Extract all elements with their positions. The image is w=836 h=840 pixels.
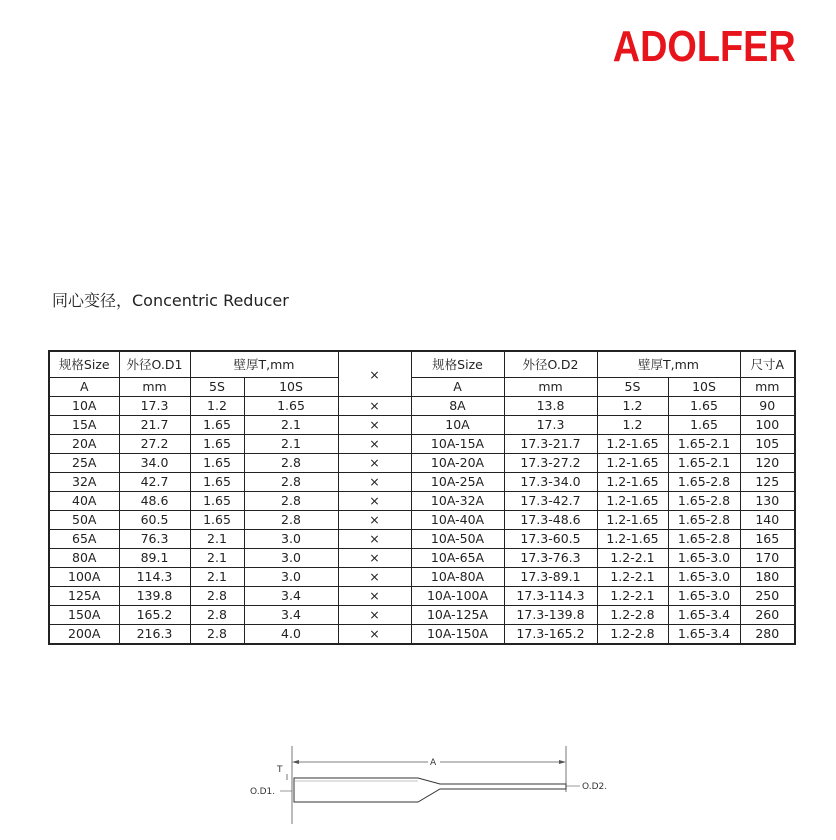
cell-t10s2: 1.65-2.8: [668, 492, 740, 511]
cell-size1: 20A: [49, 435, 119, 454]
cell-od1: 21.7: [119, 416, 190, 435]
cell-a: 100: [740, 416, 795, 435]
cell-od1: 48.6: [119, 492, 190, 511]
cell-od1: 17.3: [119, 397, 190, 416]
table-unit-row: [49, 378, 795, 397]
cell-size2: 10A-80A: [411, 568, 504, 587]
cell-t10s1: 3.4: [244, 587, 338, 606]
cell-size2: 10A: [411, 416, 504, 435]
cell-a: 260: [740, 606, 795, 625]
cell-t10s1: 3.0: [244, 568, 338, 587]
cell-t5s2: 1.2-1.65: [597, 454, 668, 473]
cell-t10s2: 1.65-3.4: [668, 625, 740, 645]
cell-x: ×: [338, 435, 411, 454]
cell-od2: 17.3: [504, 416, 597, 435]
header-wall2: 壁厚T,mm: [597, 351, 740, 378]
unit-cell: A: [49, 378, 119, 397]
reducer-outline: [294, 778, 566, 802]
cell-t10s2: 1.65-2.1: [668, 435, 740, 454]
cell-t5s2: 1.2-1.65: [597, 473, 668, 492]
header-size1: 规格Size: [49, 351, 119, 378]
cell-t10s2: 1.65-3.0: [668, 587, 740, 606]
cell-t5s2: 1.2-1.65: [597, 435, 668, 454]
cell-t5s1: 1.65: [190, 511, 244, 530]
cell-od2: 17.3-89.1: [504, 568, 597, 587]
cell-od2: 17.3-76.3: [504, 549, 597, 568]
cell-t10s2: 1.65-2.8: [668, 511, 740, 530]
header-od1: 外径O.D1: [119, 351, 190, 378]
unit-cell: 5S: [190, 378, 244, 397]
cell-t5s1: 1.65: [190, 473, 244, 492]
cell-od1: 139.8: [119, 587, 190, 606]
cell-t10s2: 1.65: [668, 397, 740, 416]
header-wall1: 壁厚T,mm: [190, 351, 338, 378]
od2-label: O.D2.: [582, 782, 608, 792]
cell-t10s2: 1.65: [668, 416, 740, 435]
table-row: [49, 549, 795, 568]
od1-label: O.D1.: [250, 787, 276, 797]
cell-size2: 10A-40A: [411, 511, 504, 530]
cell-t10s1: 4.0: [244, 625, 338, 645]
cell-t5s2: 1.2-2.8: [597, 625, 668, 645]
cell-x: ×: [338, 511, 411, 530]
cell-size1: 25A: [49, 454, 119, 473]
cell-od1: 114.3: [119, 568, 190, 587]
cell-t5s1: 1.2: [190, 397, 244, 416]
cell-t10s1: 2.8: [244, 473, 338, 492]
cell-od2: 17.3-139.8: [504, 606, 597, 625]
cell-size1: 40A: [49, 492, 119, 511]
cell-a: 130: [740, 492, 795, 511]
unit-cell: 5S: [597, 378, 668, 397]
cell-t5s1: 2.8: [190, 606, 244, 625]
table-row: [49, 511, 795, 530]
cell-od2: 13.8: [504, 397, 597, 416]
cell-t5s1: 1.65: [190, 435, 244, 454]
cell-x: ×: [338, 454, 411, 473]
cell-a: 140: [740, 511, 795, 530]
cell-size2: 10A-15A: [411, 435, 504, 454]
cell-a: 125: [740, 473, 795, 492]
cell-t5s2: 1.2: [597, 397, 668, 416]
cell-size2: 10A-20A: [411, 454, 504, 473]
cell-t10s1: 1.65: [244, 397, 338, 416]
cell-size2: 10A-32A: [411, 492, 504, 511]
table-header-row: [49, 351, 795, 378]
cell-t5s1: 1.65: [190, 454, 244, 473]
cell-size2: 10A-65A: [411, 549, 504, 568]
cell-size2: 10A-150A: [411, 625, 504, 645]
cell-x: ×: [338, 606, 411, 625]
cell-t5s1: 2.8: [190, 625, 244, 645]
cell-t10s1: 3.0: [244, 549, 338, 568]
cell-t5s1: 1.65: [190, 492, 244, 511]
cell-t5s1: 2.1: [190, 549, 244, 568]
cell-x: ×: [338, 492, 411, 511]
cell-x: ×: [338, 473, 411, 492]
page-title: 同心变径，Concentric Reducer: [52, 291, 289, 310]
cell-size1: 200A: [49, 625, 119, 645]
unit-cell: mm: [504, 378, 597, 397]
cell-t10s1: 3.0: [244, 530, 338, 549]
header-od2: 外径O.D2: [504, 351, 597, 378]
table-row: [49, 397, 795, 416]
table-row: [49, 492, 795, 511]
cell-t5s1: 2.1: [190, 530, 244, 549]
cell-od2: 17.3-114.3: [504, 587, 597, 606]
unit-cell: mm: [740, 378, 795, 397]
cell-size2: 10A-25A: [411, 473, 504, 492]
cell-t5s1: 1.65: [190, 416, 244, 435]
cell-x: ×: [338, 625, 411, 645]
table-row: [49, 568, 795, 587]
cell-t10s1: 2.8: [244, 454, 338, 473]
cell-t10s1: 2.8: [244, 511, 338, 530]
table-row: [49, 416, 795, 435]
cell-size2: 10A-50A: [411, 530, 504, 549]
table-row: [49, 530, 795, 549]
cell-t5s2: 1.2-1.65: [597, 511, 668, 530]
unit-cell: 10S: [668, 378, 740, 397]
cell-size1: 150A: [49, 606, 119, 625]
cell-t10s2: 1.65-3.4: [668, 606, 740, 625]
cell-a: 170: [740, 549, 795, 568]
cell-size1: 65A: [49, 530, 119, 549]
cell-od2: 17.3-42.7: [504, 492, 597, 511]
cell-od1: 76.3: [119, 530, 190, 549]
cell-t5s1: 2.8: [190, 587, 244, 606]
brand-logo: ADOLFER: [613, 22, 796, 71]
cell-t10s1: 2.8: [244, 492, 338, 511]
cell-t5s2: 1.2-1.65: [597, 530, 668, 549]
cell-size1: 50A: [49, 511, 119, 530]
header-size2: 规格Size: [411, 351, 504, 378]
cell-size1: 125A: [49, 587, 119, 606]
table-row: [49, 454, 795, 473]
unit-cell: mm: [119, 378, 190, 397]
cell-od1: 34.0: [119, 454, 190, 473]
cell-size1: 15A: [49, 416, 119, 435]
cell-x: ×: [338, 530, 411, 549]
dimension-a-label: A: [430, 758, 437, 768]
table-row: [49, 587, 795, 606]
cell-t10s2: 1.65-2.8: [668, 473, 740, 492]
cell-a: 105: [740, 435, 795, 454]
unit-cell: 10S: [244, 378, 338, 397]
cell-size2: 10A-100A: [411, 587, 504, 606]
cell-a: 120: [740, 454, 795, 473]
cell-t10s1: 2.1: [244, 435, 338, 454]
cell-a: 280: [740, 625, 795, 645]
cell-od1: 89.1: [119, 549, 190, 568]
cell-od1: 60.5: [119, 511, 190, 530]
cell-t5s2: 1.2-2.8: [597, 606, 668, 625]
table-row: [49, 435, 795, 454]
wall-thickness-label: T: [277, 765, 283, 775]
cell-size1: 32A: [49, 473, 119, 492]
cell-size2: 8A: [411, 397, 504, 416]
reducer-diagram: [240, 742, 620, 832]
arrow-right-icon: [559, 760, 566, 764]
cell-x: ×: [338, 549, 411, 568]
cell-od2: 17.3-165.2: [504, 625, 597, 645]
table-row: [49, 473, 795, 492]
cell-size1: 10A: [49, 397, 119, 416]
cell-od2: 17.3-48.6: [504, 511, 597, 530]
cell-t10s2: 1.65-3.0: [668, 568, 740, 587]
cell-od2: 17.3-21.7: [504, 435, 597, 454]
table-row: [49, 606, 795, 625]
cell-a: 90: [740, 397, 795, 416]
cell-od1: 42.7: [119, 473, 190, 492]
cell-t10s1: 3.4: [244, 606, 338, 625]
header-sep: ×: [338, 351, 411, 397]
cell-x: ×: [338, 397, 411, 416]
cell-t5s2: 1.2-1.65: [597, 492, 668, 511]
cell-a: 180: [740, 568, 795, 587]
cell-od1: 216.3: [119, 625, 190, 645]
cell-t5s2: 1.2-2.1: [597, 549, 668, 568]
table-row: [49, 625, 795, 645]
cell-size1: 80A: [49, 549, 119, 568]
cell-t5s2: 1.2: [597, 416, 668, 435]
cell-od2: 17.3-60.5: [504, 530, 597, 549]
header-length: 尺寸A: [740, 351, 795, 378]
cell-size2: 10A-125A: [411, 606, 504, 625]
cell-a: 250: [740, 587, 795, 606]
unit-cell: A: [411, 378, 504, 397]
arrow-left-icon: [292, 760, 299, 764]
cell-od1: 27.2: [119, 435, 190, 454]
cell-x: ×: [338, 587, 411, 606]
cell-od2: 17.3-27.2: [504, 454, 597, 473]
cell-t5s2: 1.2-2.1: [597, 568, 668, 587]
cell-t5s1: 2.1: [190, 568, 244, 587]
cell-t10s2: 1.65-2.8: [668, 530, 740, 549]
cell-x: ×: [338, 568, 411, 587]
cell-t5s2: 1.2-2.1: [597, 587, 668, 606]
reducer-spec-table: [48, 350, 796, 645]
cell-od2: 17.3-34.0: [504, 473, 597, 492]
cell-t10s2: 1.65-2.1: [668, 454, 740, 473]
cell-a: 165: [740, 530, 795, 549]
cell-od1: 165.2: [119, 606, 190, 625]
cell-size1: 100A: [49, 568, 119, 587]
cell-t10s2: 1.65-3.0: [668, 549, 740, 568]
cell-x: ×: [338, 416, 411, 435]
cell-t10s1: 2.1: [244, 416, 338, 435]
